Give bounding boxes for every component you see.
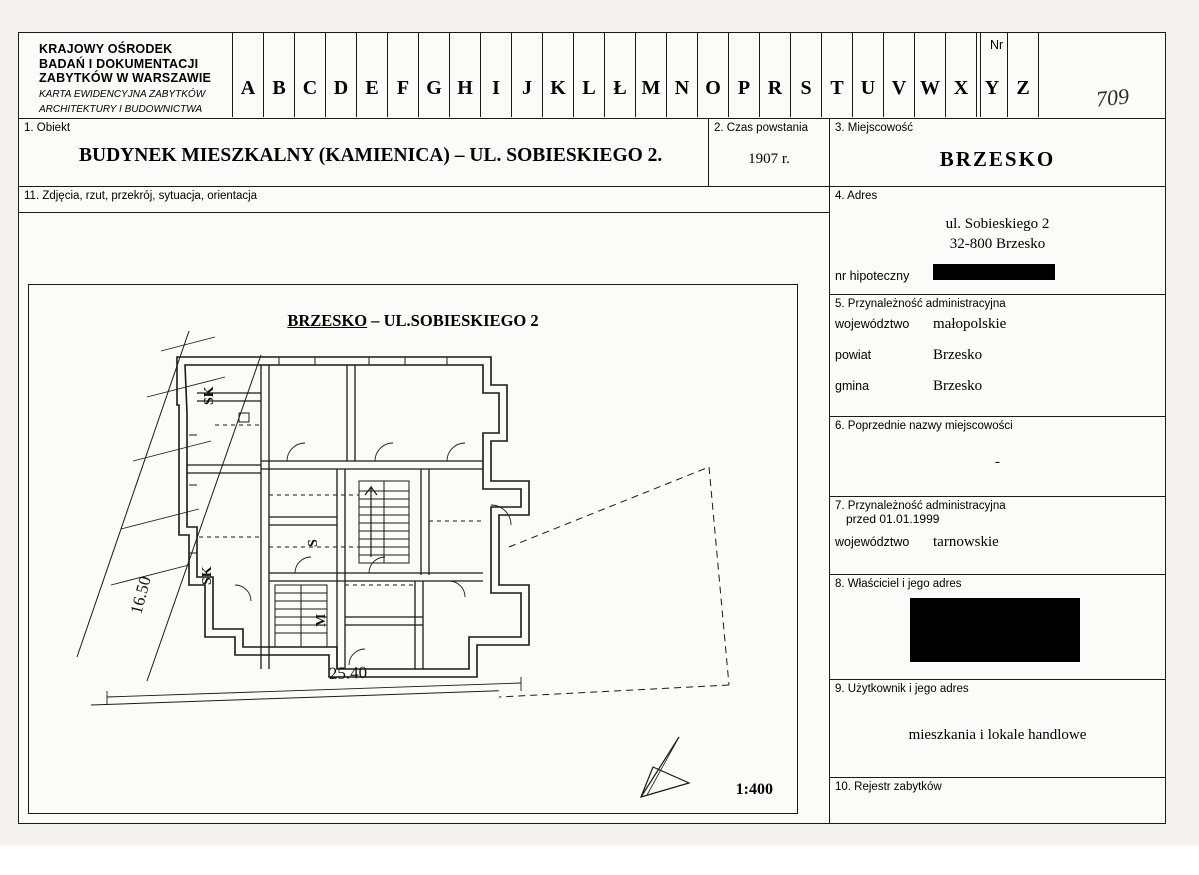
field-user-value: mieszkania i lokale handlowe: [908, 727, 1087, 743]
field-object-label: 1. Obiekt: [24, 122, 71, 134]
alphabet-cell[interactable]: V: [884, 33, 915, 117]
card-subtitle-line-2: ARCHITEKTURY I BUDOWNICTWA: [39, 103, 203, 115]
institution-line-2: BADAŃ I DOKUMENTACJI: [39, 56, 199, 71]
plan-scale: 1:400: [735, 781, 773, 798]
field-locality-value: BRZESKO: [939, 147, 1056, 171]
plan-dimension-height: 16.50: [126, 574, 155, 617]
field-admin-current-label: 5. Przynależność administracyjna: [835, 298, 1006, 310]
field-previous-names-label: 6. Poprzednie nazwy miejscowości: [835, 420, 1013, 432]
alphabet-cell[interactable]: J: [512, 33, 543, 117]
field-visuals-header: [19, 187, 830, 213]
field-admin-before-1999-label: 7. Przynależność administracyjna: [835, 500, 1006, 512]
field-visuals-label: 11. Zdjęcia, rzut, przekrój, sytuacja, orientacja: [24, 190, 258, 202]
plan-room-label: S: [306, 539, 321, 547]
field-previous-names-value: -: [995, 454, 1000, 470]
plan-room-label: SK: [202, 386, 217, 405]
record-number-box: [980, 33, 1165, 117]
alphabet-cell[interactable]: Ł: [605, 33, 636, 117]
alphabet-cell[interactable]: F: [388, 33, 419, 117]
field-county-value: Brzesko: [933, 347, 983, 363]
field-object-value: BUDYNEK MIESZKALNY (KAMIENICA) – UL. SOBIESKIEGO 2.: [79, 145, 663, 166]
alphabet-cell[interactable]: P: [729, 33, 760, 117]
plan-room-label: M: [314, 613, 329, 627]
field-owner-label: 8. Właściciel i jego adres: [835, 578, 962, 590]
alphabet-cell[interactable]: E: [357, 33, 388, 117]
alphabet-cell[interactable]: D: [326, 33, 357, 117]
metadata-column: [830, 187, 1165, 823]
field-locality: [830, 119, 1165, 186]
field-address-line-1: ul. Sobieskiego 2: [945, 216, 1050, 232]
plan-title-place: BRZESKO: [287, 311, 368, 330]
field-voivodeship-value: małopolskie: [933, 316, 1007, 332]
field-county-label: powiat: [835, 348, 872, 362]
record-number-value: 709: [1094, 83, 1131, 112]
field-address: [830, 187, 1165, 295]
alphabet-cell[interactable]: U: [853, 33, 884, 117]
alphabet-cell[interactable]: R: [760, 33, 791, 117]
floor-plan-vector: [29, 285, 798, 814]
field-object: [19, 119, 709, 186]
plan-title-rest: – UL.SOBIESKIEGO 2: [367, 311, 539, 330]
field-address-label: 4. Adres: [835, 190, 878, 202]
row-object-time-locality: [19, 119, 1165, 187]
alphabet-cell[interactable]: K: [543, 33, 574, 117]
alphabet-cell[interactable]: C: [295, 33, 326, 117]
field-user: [830, 680, 1165, 778]
field-user-label: 9. Użytkownik i jego adres: [835, 683, 969, 695]
field-old-voivodeship-value: tarnowskie: [933, 534, 999, 550]
plan-room-label: SK: [200, 566, 215, 585]
field-owner-redacted: [910, 598, 1080, 662]
field-old-voivodeship-label: województwo: [835, 535, 910, 549]
field-admin-before-1999-sublabel: przed 01.01.1999: [846, 512, 940, 526]
alphabet-cell[interactable]: H: [450, 33, 481, 117]
record-card: [18, 32, 1166, 824]
alphabet-cell[interactable]: B: [264, 33, 295, 117]
alphabet-cell[interactable]: X: [946, 33, 977, 117]
plan-dimension-width: 25.40: [328, 662, 368, 683]
institution-line-1: KRAJOWY OŚRODEK: [39, 42, 173, 56]
alphabet-cell[interactable]: Z: [1008, 33, 1039, 117]
field-monument-register: [830, 778, 1165, 875]
field-commune-label: gmina: [835, 379, 870, 393]
alphabet-cell[interactable]: M: [636, 33, 667, 117]
field-admin-current: [830, 295, 1165, 417]
alphabet-index-strip: [233, 33, 1039, 117]
alphabet-cell[interactable]: Y: [977, 33, 1008, 117]
field-previous-names: [830, 417, 1165, 497]
institution-block: [19, 33, 233, 117]
field-mortgage-number-label: nr hipoteczny: [835, 269, 910, 283]
plan-title: [29, 311, 797, 331]
field-commune-value: Brzesko: [933, 378, 983, 394]
field-admin-before-1999: [830, 497, 1165, 575]
visuals-area: [19, 213, 830, 823]
alphabet-cell[interactable]: W: [915, 33, 946, 117]
alphabet-cell[interactable]: I: [481, 33, 512, 117]
alphabet-cell[interactable]: A: [233, 33, 264, 117]
card-header: [19, 33, 1165, 119]
field-construction-time-value: 1907 r.: [748, 151, 790, 167]
record-number-label: Nr: [990, 38, 1004, 52]
alphabet-cell[interactable]: L: [574, 33, 605, 117]
field-construction-time: [709, 119, 830, 186]
alphabet-cell[interactable]: T: [822, 33, 853, 117]
field-voivodeship-label: województwo: [835, 317, 910, 331]
card-subtitle-line-1: KARTA EWIDENCYJNA ZABYTKÓW: [39, 88, 206, 100]
field-owner: [830, 575, 1165, 680]
alphabet-cell[interactable]: O: [698, 33, 729, 117]
field-locality-label: 3. Miejscowość: [835, 122, 913, 134]
field-monument-register-label: 10. Rejestr zabytków: [835, 781, 942, 793]
alphabet-cell[interactable]: N: [667, 33, 698, 117]
alphabet-cell[interactable]: G: [419, 33, 450, 117]
field-construction-time-label: 2. Czas powstania: [714, 122, 808, 134]
field-mortgage-number-redacted: [933, 264, 1055, 280]
institution-line-3: ZABYTKÓW W WARSZAWIE: [39, 71, 212, 85]
alphabet-cell[interactable]: S: [791, 33, 822, 117]
site-plan-drawing: [28, 284, 798, 814]
field-address-line-2: 32-800 Brzesko: [949, 236, 1046, 252]
